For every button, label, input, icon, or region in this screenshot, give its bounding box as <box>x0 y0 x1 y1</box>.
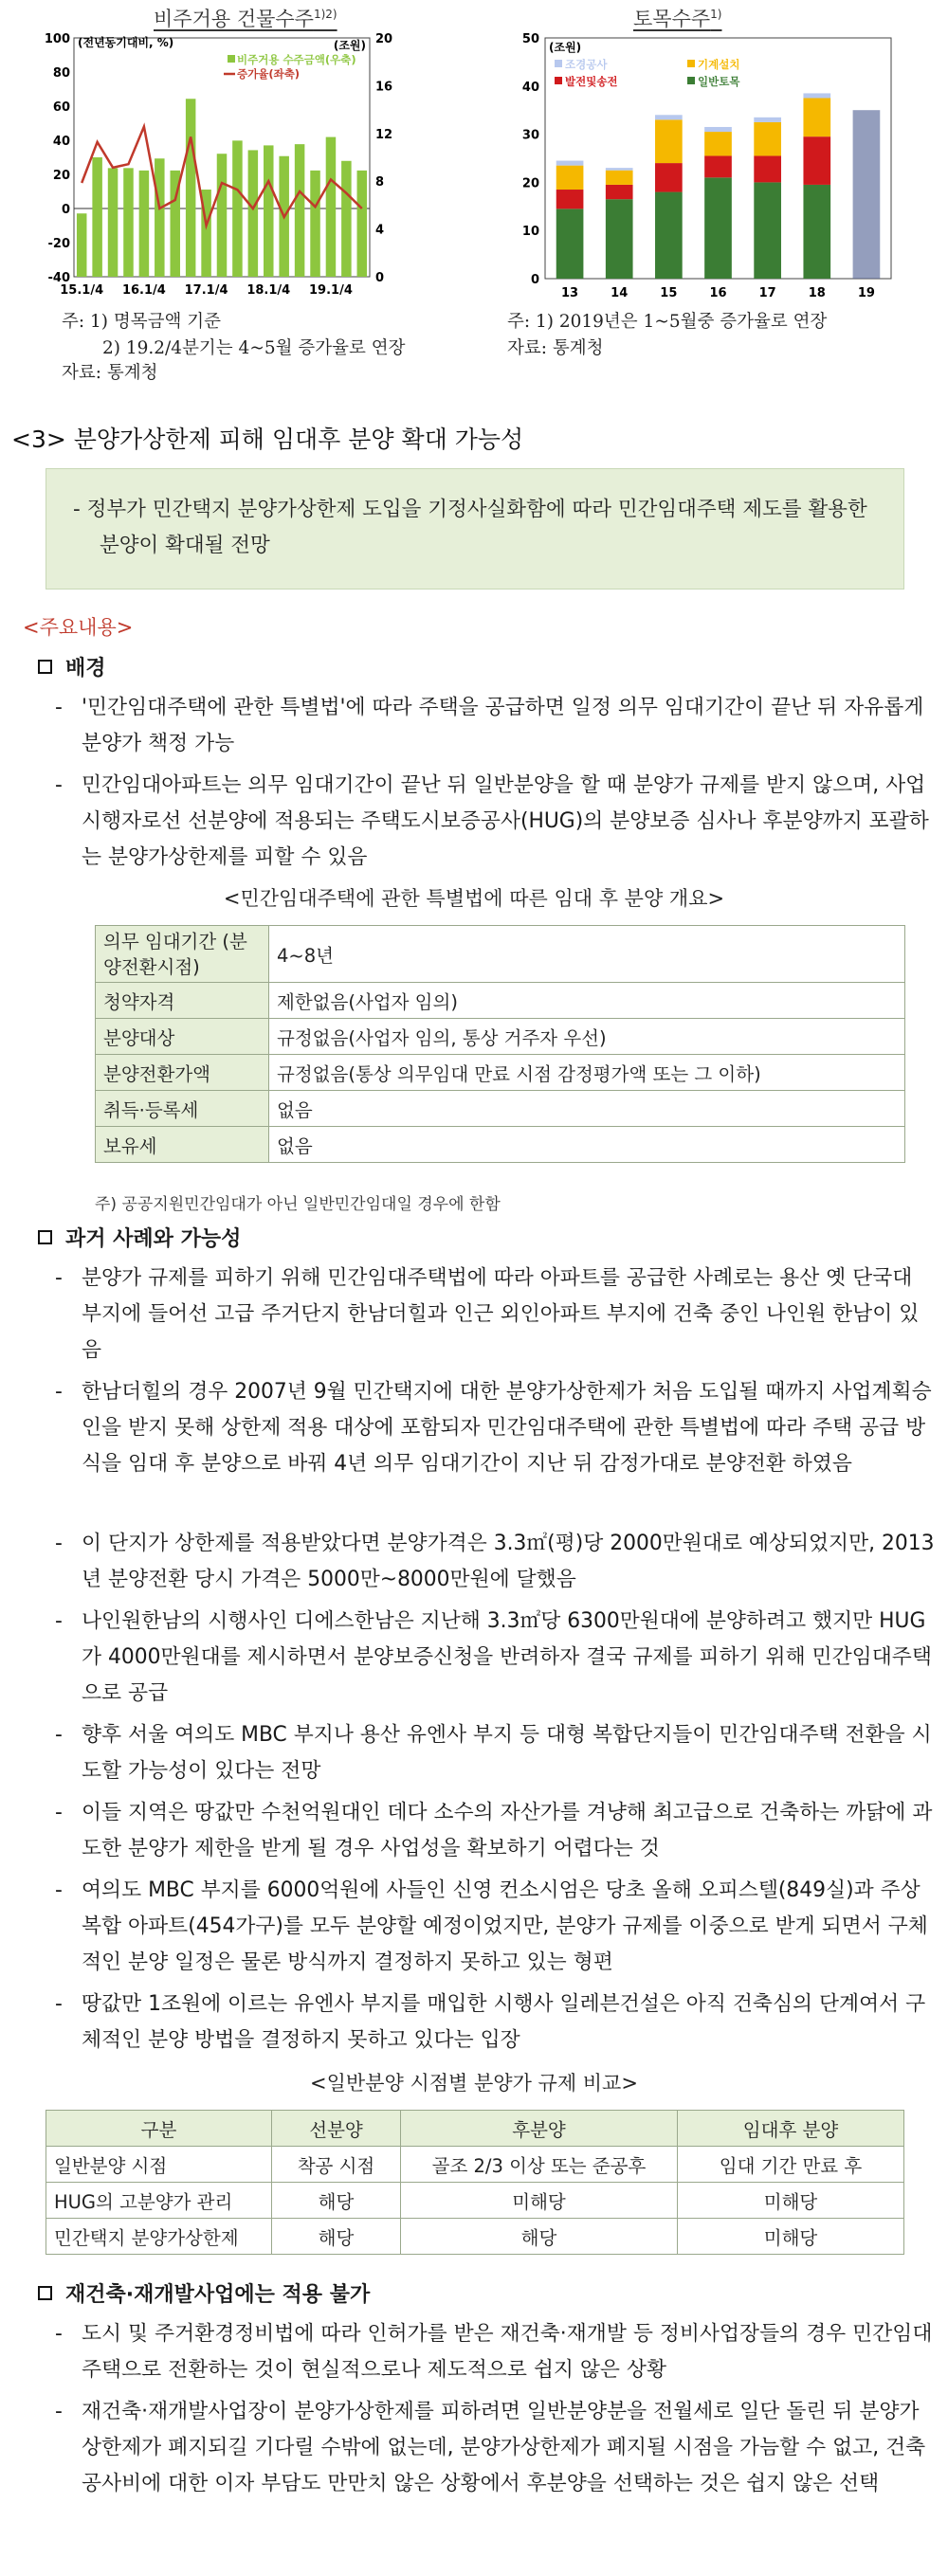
chart2-svg <box>507 32 910 311</box>
stacked-bar-segment <box>803 136 830 185</box>
table-cell-key: 의무 임대기간 (분양전환시점) <box>103 930 247 978</box>
table-row <box>46 2147 904 2183</box>
chart1-note-1: 주: 1) 명목금액 기준 <box>62 312 221 332</box>
bar <box>326 137 337 277</box>
checkbox-square-icon <box>38 1230 52 1244</box>
table-cell-value: 없음 <box>277 1098 313 1121</box>
x-tick-label: 18 <box>808 286 826 300</box>
legend-label: 기계설치 <box>698 58 740 71</box>
x-tick-label: 19.1/4 <box>309 283 353 298</box>
stacked-bar-segment <box>655 119 683 163</box>
checkbox-square-icon <box>38 2286 52 2300</box>
stacked-bar-segment <box>754 122 781 156</box>
reconstruction-para-1: - 도시 및 주거환경정비법에 따라 인허가를 받은 재건축·재개발 등 정비사업장들의 경우 민간임대주택으로 전환하는 것이 현실적으로나 제도적으로 쉽지 않은 상황 <box>55 2322 933 2382</box>
stacked-bar-segment <box>803 185 830 279</box>
bar <box>295 144 305 277</box>
chart2-source: 자료: 통계청 <box>507 338 604 358</box>
y-tick-label: 30 <box>521 128 539 143</box>
cases-para-3: - 이 단지가 상한제를 적용받았다면 분양가격은 3.3㎡(평)당 2000만원대로 예상되었지만, 2013년 분양전환 당시 가격은 5000만~8000만원에 달했음 <box>55 1532 935 1591</box>
stacked-bar-segment <box>704 127 732 132</box>
x-tick-label: 15 <box>660 286 678 300</box>
stacked-bar-segment <box>556 190 584 209</box>
stacked-bar-segment <box>556 166 584 190</box>
table-cell: 착공 시점 <box>272 2147 401 2183</box>
table-header-cell: 임대후 분양 <box>678 2111 904 2147</box>
legend-swatch <box>555 77 562 84</box>
y-tick-label: 20 <box>521 176 539 191</box>
y-left-tick-label: -40 <box>47 271 70 285</box>
stacked-bar-segment <box>556 209 584 279</box>
stacked-bar-segment <box>655 163 683 191</box>
cases-para-2: - 한남더힐의 경우 2007년 9월 민간택지에 대한 분양가상한제가 처음 도입될 때까지 사업계획승인을 받지 못해 상한제 적용 대상에 포함되자 민간임대주택에 관한 특별법에 따라 주택 공급 방식을 임대 후 분양으로 바꿔 4년 의무 임대기간이 지난 뒤 감정가대로 분양전환 하였음 <box>55 1380 932 1476</box>
y-right-tick-label: 16 <box>375 80 393 95</box>
stacked-bar-segment <box>606 185 633 199</box>
x-tick-label: 14 <box>611 286 629 300</box>
bar <box>92 157 102 277</box>
table1-caption: <민간임대주택에 관한 특별법에 따른 임대 후 분양 개요> <box>223 887 725 910</box>
table1 <box>95 925 905 1163</box>
cases-para-7: - 여의도 MBC 부지를 6000억원에 사들인 신영 컨소시엄은 당초 올해 오피스텔(849실)과 주상복합 아파트(454가구)를 모두 분양할 예정이었지만, 분양가 규제를 이중으로 받게 되면서 구체적인 분양 일정은 물론 방식까지 결정하지 못하고 있는 형편 <box>55 1878 928 1974</box>
chart1-source: 자료: 통계청 <box>62 363 158 383</box>
y-right-tick-label: 0 <box>375 271 385 285</box>
legend-swatch <box>228 55 235 63</box>
y-left-tick-label: 60 <box>52 100 70 115</box>
stacked-bar-segment <box>704 155 732 177</box>
table-row <box>46 2183 904 2219</box>
x-tick-label: 17 <box>758 286 776 300</box>
background-header: 배경 <box>38 652 106 681</box>
table1-note: 주) 공공지원민간임대가 아닌 일반민간임대일 경우에 한함 <box>95 1195 501 1214</box>
chart1-note-2: 2) 19.2/4분기는 4~5월 증가율로 연장 <box>102 338 406 358</box>
legend-label: 발전및송전 <box>565 75 618 88</box>
stacked-bar-segment <box>853 110 881 279</box>
y-left-tick-label: 80 <box>52 66 70 81</box>
x-tick-label: 19 <box>857 286 875 300</box>
bar <box>155 158 165 277</box>
table2 <box>46 2110 904 2255</box>
stacked-bar-segment <box>704 177 732 279</box>
table-header-cell: 선분양 <box>272 2111 401 2147</box>
table-cell: 민간택지 분양가상한제 <box>46 2219 272 2255</box>
table-header-cell: 구분 <box>46 2111 272 2147</box>
reconstruction-para-2: - 재건축·재개발사업장이 분양가상한제를 피하려면 일반분양분을 전월세로 일단 돌린 뒤 분양가상한제가 폐지되길 기다릴 수밖에 없는데, 분양가상한제가 폐지될 시점을 가늠할 수 없고, 건축 공사비에 대한 이자 부담도 만만치 않은 상황에서 후분양을 선택하는 것은 쉽지 않은 선택 <box>55 2400 926 2495</box>
chart1-title: 비주거용 건물수주$^{1)2)}$ <box>154 8 337 30</box>
stacked-bar-segment <box>606 171 633 185</box>
chart1-svg <box>44 32 446 311</box>
table-cell-key: 취득·등록세 <box>103 1098 199 1121</box>
legend-label: 일반토목 <box>698 75 740 88</box>
table-row <box>46 2219 904 2255</box>
table-row <box>96 1055 905 1091</box>
reconstruction-header: 재건축·재개발사업에는 적용 불가 <box>38 2278 370 2308</box>
table-header-row <box>46 2111 904 2147</box>
stacked-bar-segment <box>803 93 830 98</box>
stacked-bar-segment <box>803 99 830 137</box>
cases-para-4: - 나인원한남의 시행사인 디에스한남은 지난해 3.3㎡당 6300만원대에 분양하려고 했지만 HUG가 4000만원대를 제시하면서 분양보증신청을 반려하자 결국 규제를 피하기 위해 민간임대주택으로 공급 <box>55 1609 932 1705</box>
bar <box>310 171 320 277</box>
stacked-bar-segment <box>556 161 584 166</box>
y-tick-label: 50 <box>521 32 539 46</box>
legend-label: 비주거용 수주금액(우축) <box>237 53 356 66</box>
y-left-tick-label: -20 <box>47 237 70 251</box>
cases-para-6: - 이들 지역은 땅값만 수천억원대인 데다 소수의 자산가를 겨냥해 최고급으로 건축하는 까닭에 과도한 분양가 제한을 받게 될 경우 사업성을 확보하기 어렵다는 것 <box>55 1801 933 1860</box>
y-left-tick-label: 0 <box>61 203 70 217</box>
table-cell: 미해당 <box>678 2219 904 2255</box>
y-right-tick-label: 4 <box>375 223 385 238</box>
legend-swatch <box>555 60 562 67</box>
table-cell: 임대 기간 만료 후 <box>678 2147 904 2183</box>
table-cell: 미해당 <box>401 2183 678 2219</box>
cases-header: 과거 사례와 가능성 <box>38 1223 241 1252</box>
stacked-bar-segment <box>754 182 781 279</box>
section-title: <3> 분양가상한제 피해 임대후 분양 확대 가능성 <box>11 426 524 453</box>
x-tick-label: 17.1/4 <box>184 283 228 298</box>
table-row <box>96 1019 905 1055</box>
table-header-cell: 후분양 <box>401 2111 678 2147</box>
table-cell: 미해당 <box>678 2183 904 2219</box>
legend-swatch <box>687 60 695 67</box>
table-cell: 해당 <box>272 2219 401 2255</box>
table-row <box>96 1091 905 1127</box>
table-cell-value: 규정없음(사업자 임의, 통상 거주자 우선) <box>277 1026 607 1049</box>
x-tick-label: 18.1/4 <box>246 283 291 298</box>
y-left-tick-label: 20 <box>52 169 70 183</box>
table-cell: HUG의 고분양가 관리 <box>46 2183 272 2219</box>
bar <box>264 145 274 277</box>
table-cell: 골조 2/3 이상 또는 준공후 <box>401 2147 678 2183</box>
chart2-title: 토목수주$^{1)}$ <box>633 8 722 30</box>
bar <box>217 154 228 277</box>
y-tick-label: 40 <box>521 80 539 95</box>
table-cell-key: 보유세 <box>103 1134 157 1157</box>
x-tick-label: 16 <box>709 286 727 300</box>
y-right-tick-label: 20 <box>375 32 393 46</box>
y-right-tick-label: 12 <box>375 127 393 142</box>
y-left-axis-label: (전년동기대비, %) <box>78 35 174 49</box>
bar <box>341 161 352 277</box>
table-row <box>96 926 905 983</box>
y-tick-label: 10 <box>521 225 539 240</box>
x-tick-label: 15.1/4 <box>60 283 104 298</box>
x-tick-label: 13 <box>561 286 579 300</box>
table-cell-value: 없음 <box>277 1134 313 1157</box>
table-cell-value: 규정없음(통상 의무임대 만료 시점 감정평가액 또는 그 이하) <box>277 1062 761 1085</box>
table-row <box>96 983 905 1019</box>
table2-caption: <일반분양 시점별 분양가 규제 비교> <box>310 2072 638 2095</box>
x-tick-label: 16.1/4 <box>121 283 166 298</box>
legend-label: 증가율(좌축) <box>237 67 301 81</box>
bar <box>108 168 118 277</box>
main-content-label: <주요내용> <box>23 616 134 639</box>
table-cell: 일반분양 시점 <box>46 2147 272 2183</box>
summary-box <box>46 468 904 590</box>
bar <box>186 99 196 277</box>
table-cell-key: 청약자격 <box>103 990 175 1013</box>
y-left-tick-label: 40 <box>52 135 70 149</box>
stacked-bar-segment <box>754 118 781 122</box>
stacked-bar-segment <box>754 155 781 182</box>
cases-para-1: - 분양가 규제를 피하기 위해 민간임대주택법에 따라 아파트를 공급한 사례로는 용산 옛 단국대 부지에 들어선 고급 주거단지 한남더힐과 인근 외인아파트 부지에 건축 중인 나인원 한남이 있음 <box>55 1266 920 1362</box>
stacked-bar-segment <box>606 168 633 171</box>
stacked-bar-segment <box>655 192 683 279</box>
stacked-bar-segment <box>606 199 633 279</box>
bar <box>123 168 134 277</box>
y-tick-label: 0 <box>530 273 539 287</box>
y-right-axis-label: (조원) <box>333 39 366 52</box>
checkbox-square-icon <box>38 660 52 674</box>
chart2-note-1: 주: 1) 2019년은 1~5월중 증가율로 연장 <box>507 312 828 332</box>
table-cell-value: 제한없음(사업자 임의) <box>277 990 458 1013</box>
stacked-bar-segment <box>704 132 732 155</box>
bar <box>139 171 150 277</box>
legend-swatch <box>687 77 695 84</box>
table-cell-key: 분양대상 <box>103 1026 175 1049</box>
table-cell: 해당 <box>272 2183 401 2219</box>
cases-para-8: - 땅값만 1조원에 이르는 유엔사 부지를 매입한 시행사 일레븐건설은 아직 건축심의 단계여서 구체적인 분양 방법을 결정하지 못하고 있다는 입장 <box>55 1992 926 2052</box>
summary-text: - 정부가 민간택지 분양가상한제 도입을 기정사실화함에 따라 민간임대주택 제도를 활용한 분양이 확대될 전망 <box>73 498 867 557</box>
table-cell-value: 4~8년 <box>277 944 334 967</box>
bar <box>357 171 368 277</box>
bar <box>77 213 87 277</box>
cases-para-5: - 향후 서울 여의도 MBC 부지나 용산 유엔사 부지 등 대형 복합단지들이 민간임대주택 전환을 시도할 가능성이 있다는 전망 <box>55 1723 932 1783</box>
background-para-2: - 민간임대아파트는 의무 임대기간이 끝난 뒤 일반분양을 할 때 분양가 규제를 받지 않으며, 사업 시행자로선 선분양에 적용되는 주택도시보증공사(HUG)의 분양보증 심사나 후분양까지 포괄하는 분양가상한제를 피할 수 있음 <box>55 773 929 869</box>
background-para-1: - '민간임대주택에 관한 특별법'에 따라 주택을 공급하면 일정 의무 임대기간이 끝난 뒤 자유롭게 분양가 책정 가능 <box>55 696 924 755</box>
bar <box>232 140 243 277</box>
table-cell: 해당 <box>401 2219 678 2255</box>
y-axis-label: (조원) <box>549 41 582 54</box>
stacked-bar-segment <box>655 115 683 119</box>
table-cell-key: 분양전환가액 <box>103 1062 211 1085</box>
bar <box>248 150 259 277</box>
y-right-tick-label: 8 <box>375 175 385 190</box>
legend-label: 조경공사 <box>565 58 608 71</box>
y-left-tick-label: 100 <box>44 32 70 46</box>
table-row <box>96 1127 905 1163</box>
